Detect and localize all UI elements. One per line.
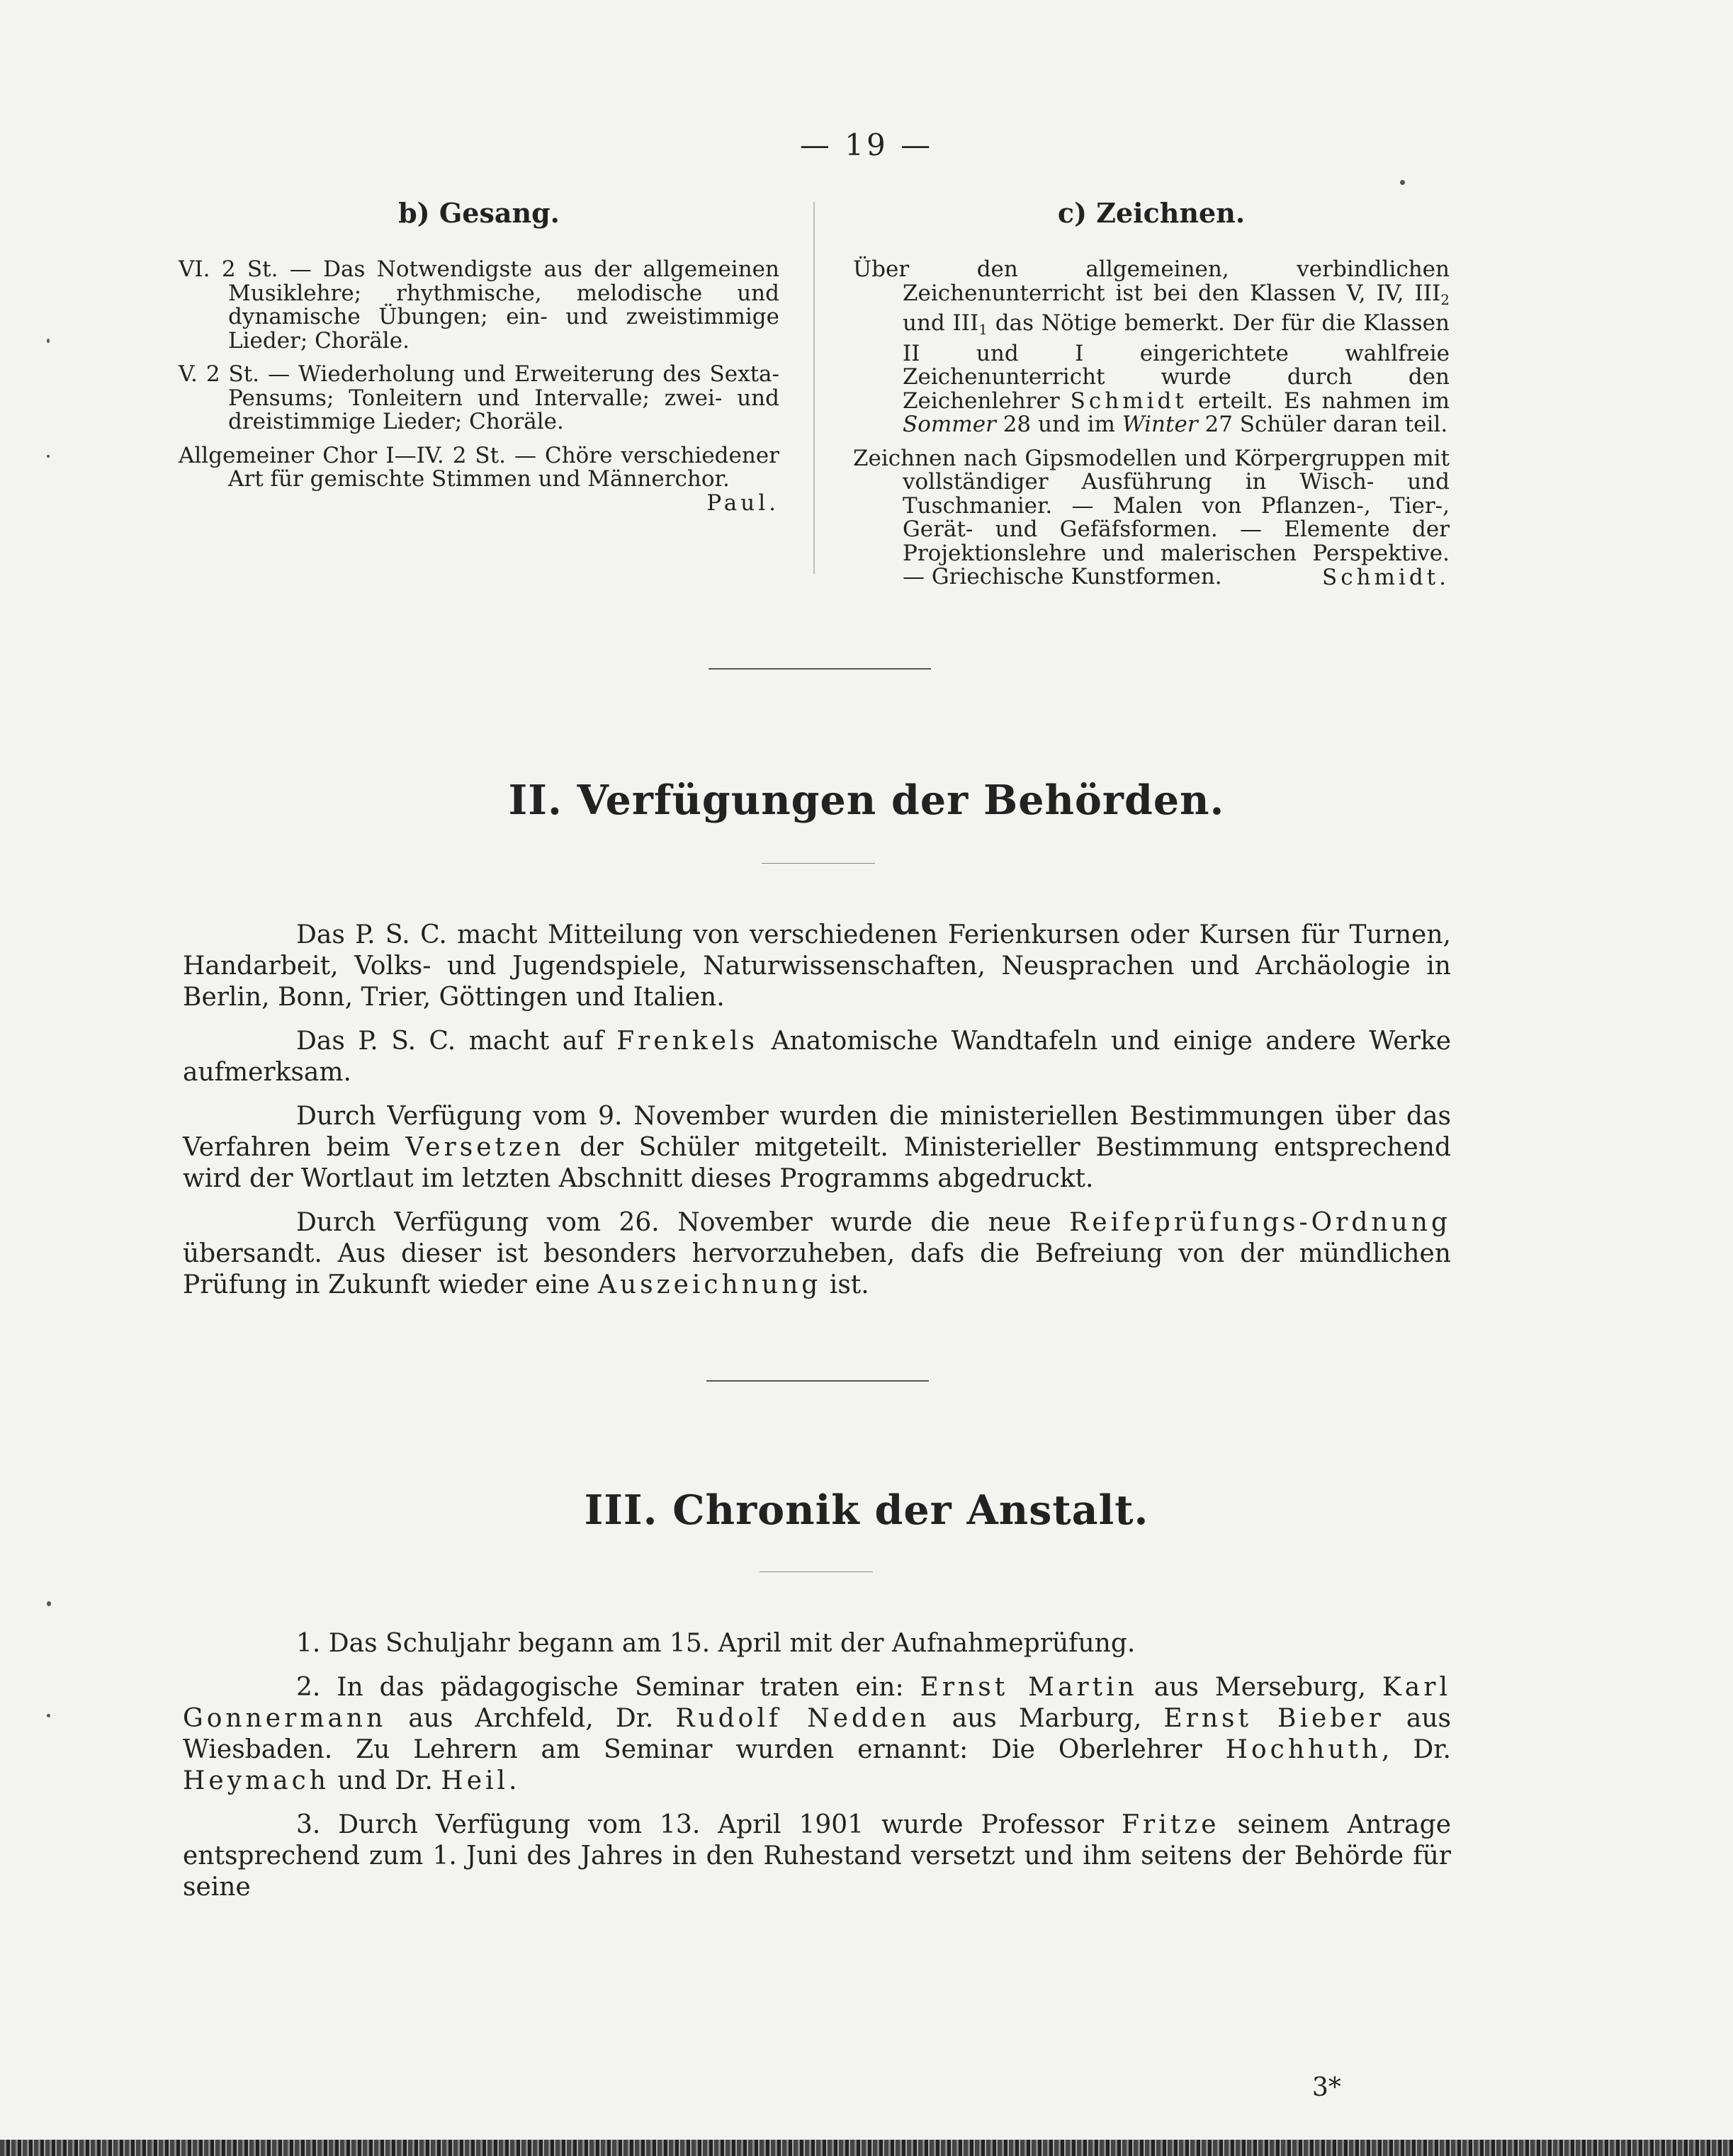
emphasis: Versetzen bbox=[405, 1133, 565, 1162]
title-underline bbox=[760, 1571, 873, 1572]
text: . bbox=[509, 1766, 517, 1795]
text: aus Merseburg, bbox=[1137, 1673, 1382, 1702]
scan-speck bbox=[47, 455, 50, 458]
text: aus Marburg, bbox=[930, 1704, 1164, 1733]
gesang-vi-paragraph: VI. 2 St. — Das Notwendigste aus der allgemeinen Musiklehre; rhythmische, melodische und dynamische Übungen; ein- und zweistimmige Lieder; Choräle. bbox=[179, 256, 779, 354]
text: übersandt. Aus dieser ist besonders hervorzuheben, dafs die Befreiung von der mündlichen Prüfung in Zukunft wieder eine bbox=[183, 1239, 1451, 1299]
season: Sommer bbox=[903, 412, 996, 437]
page-number: — 19 — bbox=[799, 128, 934, 162]
text: aus Archfeld, Dr. bbox=[386, 1704, 676, 1733]
text: das Nötige bemerkt. Der für die Klassen II und I eingerichtete wahlfreie Zeichenunterricht wurde durch den Zeichenlehrer bbox=[903, 310, 1450, 414]
person-name: Ernst Martin bbox=[920, 1673, 1138, 1702]
person-name: Karl Gonnermann bbox=[183, 1673, 1451, 1733]
text: und Dr. bbox=[329, 1766, 441, 1795]
person-name: Fritze bbox=[1122, 1810, 1220, 1839]
scan-edge-band bbox=[0, 2140, 1733, 2156]
text: 2. In das pädagogische Seminar traten ein: bbox=[296, 1673, 920, 1702]
text: und III bbox=[903, 310, 979, 336]
section-2-paragraph-1: Das P. S. C. macht Mitteilung von verschiedenen Ferienkursen oder Kursen für Turnen, Handarbeit, Volks- und Jugendspiele, Naturwissenschaften, Neusprachen und Archäologie in Berlin, Bonn, Trier, Göttingen und Italien. bbox=[183, 920, 1451, 1012]
title-underline bbox=[762, 863, 875, 864]
chronik-item-3 bbox=[183, 1810, 1451, 1903]
section-3-title: III. Chronik der Anstalt. bbox=[584, 1486, 1149, 1534]
section-2-paragraph-4 bbox=[183, 1207, 1451, 1301]
sheet-mark: 3* bbox=[1312, 2073, 1341, 2102]
zeichnen-paragraph-1 bbox=[853, 258, 1450, 437]
person-name: Rudolf Nedden bbox=[675, 1704, 930, 1733]
section-2-body bbox=[183, 920, 1451, 1314]
subscript: 2 bbox=[1440, 290, 1450, 308]
section-rule bbox=[709, 668, 931, 670]
section-2-paragraph-3 bbox=[183, 1101, 1451, 1195]
gesang-v-paragraph: V. 2 St. — Wiederholung und Erweiterung des Sexta-Pensums; Tonleitern und Intervalle; zwei- und dreistimmige Lieder; Choräle. bbox=[179, 361, 779, 434]
section-3-body bbox=[183, 1628, 1451, 1916]
text: Durch Verfügung vom 9. November wurden die ministeriellen Bestimmungen über das Verfahren beim bbox=[183, 1102, 1451, 1162]
person-name: Heil bbox=[441, 1766, 509, 1795]
text: 3. Durch Verfügung vom 13. April 1901 wurde Professor bbox=[296, 1810, 1122, 1839]
section-2-paragraph-2 bbox=[183, 1026, 1451, 1088]
subscript: 1 bbox=[978, 321, 988, 338]
text: der Schüler mitgeteilt. Ministerieller Bestimmung entsprechend wird der Wortlaut im letzten Abschnitt dieses Programms abgedruckt. bbox=[183, 1133, 1451, 1193]
right-column-heading: c) Zeichnen. bbox=[1057, 197, 1246, 229]
scan-speck bbox=[47, 1601, 51, 1606]
scan-speck bbox=[47, 1714, 50, 1717]
text: seinem Antrage entsprechend zum 1. Juni des Jahres in den Ruhestand versetzt und ihm seitens der Behörde für seine bbox=[183, 1810, 1451, 1902]
text: Anatomische Wandtafeln und einige andere Werke aufmerksam. bbox=[183, 1027, 1451, 1087]
section-rule bbox=[706, 1380, 929, 1382]
person-name: Ernst Bieber bbox=[1163, 1704, 1384, 1733]
scan-speck bbox=[47, 339, 50, 343]
text: Das P. S. C. macht auf bbox=[296, 1027, 617, 1056]
text: 28 und im bbox=[995, 412, 1122, 437]
left-column bbox=[179, 197, 779, 516]
section-2-title: II. Verfügungen der Behörden. bbox=[508, 777, 1225, 824]
emphasis: Auszeichnung bbox=[597, 1270, 822, 1299]
gesang-chor-paragraph: Allgemeiner Chor I—IV. 2 St. — Chöre verschiedener Art für gemischte Stimmen und Männerchor. bbox=[179, 442, 779, 492]
person-name: Heymach bbox=[183, 1766, 329, 1795]
text: , Dr. bbox=[1382, 1735, 1451, 1764]
chronik-item-2 bbox=[183, 1672, 1451, 1797]
text: aus Wiesbaden. Zu Lehrern am Seminar wurden ernannt: Die Oberlehrer bbox=[183, 1704, 1451, 1764]
right-column-signature: Schmidt. bbox=[1321, 564, 1450, 590]
author-name: Frenkels bbox=[616, 1027, 758, 1056]
teacher-name: Schmidt bbox=[1070, 388, 1187, 414]
scan-speck bbox=[1400, 180, 1405, 185]
zeichnen-paragraph-2: Zeichnen nach Gipsmodellen und Körpergruppen mit vollständiger Ausführung in Wisch- und Tuschmanier. — Malen von Pflanzen-, Tier-, Gerät- und Gefäfsformen. — Elemente der Projektionslehre und malerischen Perspektive. — Griechische Kunstformen. bbox=[853, 445, 1450, 589]
text: Über den allgemeinen, verbindlichen Zeichenunterricht ist bei den Klassen V, IV, III bbox=[853, 256, 1450, 306]
text: erteilt. Es nahmen im bbox=[1187, 388, 1450, 414]
left-column-heading: b) Gesang. bbox=[398, 197, 560, 229]
left-column-signature: Paul. bbox=[706, 490, 779, 516]
text: ist. bbox=[821, 1270, 869, 1299]
text: Durch Verfügung vom 26. November wurde die neue bbox=[296, 1208, 1070, 1237]
chronik-item-1: 1. Das Schuljahr begann am 15. April mit der Aufnahmeprüfung. bbox=[296, 1629, 1136, 1658]
column-divider bbox=[813, 202, 815, 574]
emphasis: Reifeprüfungs-Ordnung bbox=[1069, 1208, 1451, 1237]
season: Winter bbox=[1122, 412, 1198, 437]
person-name: Hochhuth bbox=[1225, 1735, 1382, 1764]
text: 27 Schüler daran teil. bbox=[1197, 412, 1448, 437]
right-column bbox=[853, 197, 1450, 590]
